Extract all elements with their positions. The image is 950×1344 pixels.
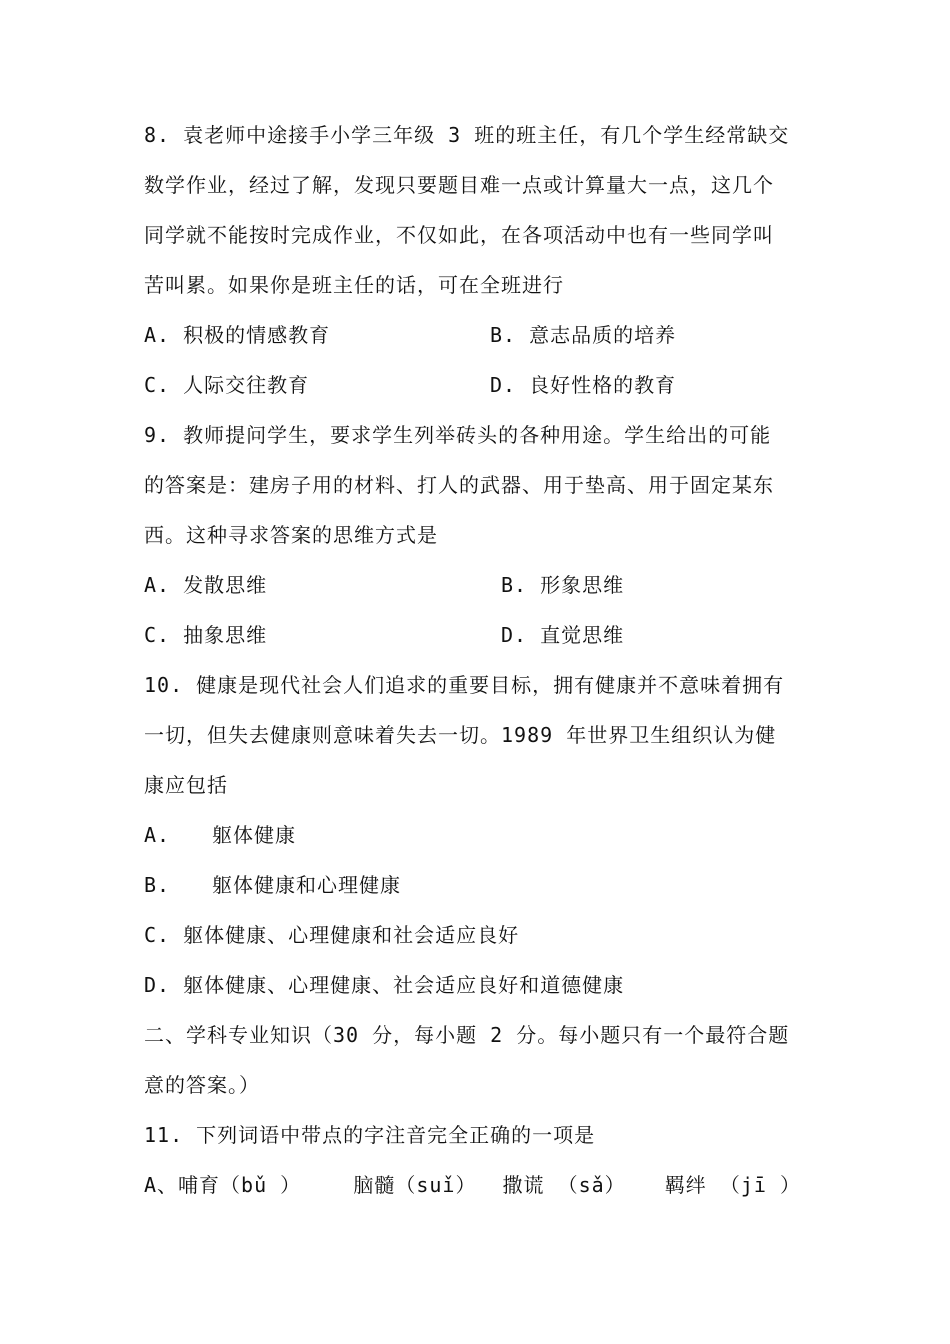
question-10-line-2: 一切，但失去健康则意味着失去一切。1989 年世界卫生组织认为健: [144, 723, 777, 747]
question-10-option-a-label: A.: [144, 823, 171, 847]
question-9-option-a: A. 发散思维: [144, 573, 268, 597]
question-8: [144, 110, 809, 410]
question-10-option-a-text: 躯体健康: [212, 823, 296, 847]
section-2-heading: [144, 1010, 809, 1110]
question-9-options-row-2: [144, 610, 809, 660]
question-11: [144, 1110, 809, 1210]
question-10-option-b: [144, 860, 809, 910]
question-9-option-b: B. 形象思维: [501, 573, 625, 597]
question-11-stem: 11. 下列词语中带点的字注音完全正确的一项是: [144, 1123, 596, 1147]
question-8-option-d: D. 良好性格的教育: [490, 373, 677, 397]
question-8-option-a: A. 积极的情感教育: [144, 323, 331, 347]
question-9-line-2: 的答案是：建房子用的材料、打人的武器、用于垫高、用于固定某东: [144, 473, 774, 497]
question-8-option-b: B. 意志品质的培养: [490, 323, 677, 347]
question-8-line-4: 苦叫累。如果你是班主任的话，可在全班进行: [144, 273, 564, 297]
question-10-option-b-label: B.: [144, 873, 171, 897]
question-9-line-3: 西。这种寻求答案的思维方式是: [144, 523, 438, 547]
section-2-heading-line-1: 二、学科专业知识（30 分，每小题 2 分。每小题只有一个最符合题: [144, 1023, 790, 1047]
question-9-option-c: C. 抽象思维: [144, 623, 268, 647]
question-9: [144, 410, 809, 660]
question-10-line-3: 康应包括: [144, 773, 228, 797]
section-2-heading-line-2: 意的答案。）: [144, 1073, 260, 1097]
question-11-option-a: A、哺育（bǔ ） 脑髓（suǐ） 撒谎 （sǎ） 羁绊 （jī ）: [144, 1173, 801, 1197]
question-9-options-row-1: [144, 560, 809, 610]
question-10-option-d: D. 躯体健康、心理健康、社会适应良好和道德健康: [144, 973, 625, 997]
question-8-options-row-2: [144, 360, 809, 410]
question-10: [144, 660, 809, 1010]
exam-page: [144, 110, 809, 1210]
question-8-line-1: 8. 袁老师中途接手小学三年级 3 班的班主任，有几个学生经常缺交: [144, 123, 790, 147]
question-10-option-a: [144, 810, 809, 860]
question-10-option-c: C. 躯体健康、心理健康和社会适应良好: [144, 923, 520, 947]
question-8-options-row-1: [144, 310, 809, 360]
question-8-line-3: 同学就不能按时完成作业，不仅如此，在各项活动中也有一些同学叫: [144, 223, 774, 247]
question-10-line-1: 10. 健康是现代社会人们追求的重要目标，拥有健康并不意味着拥有: [144, 673, 785, 697]
question-9-option-d: D. 直觉思维: [501, 623, 625, 647]
question-8-option-c: C. 人际交往教育: [144, 373, 310, 397]
question-9-line-1: 9. 教师提问学生，要求学生列举砖头的各种用途。学生给出的可能: [144, 423, 772, 447]
question-8-line-2: 数学作业，经过了解，发现只要题目难一点或计算量大一点，这几个: [144, 173, 774, 197]
question-10-option-b-text: 躯体健康和心理健康: [212, 873, 401, 897]
